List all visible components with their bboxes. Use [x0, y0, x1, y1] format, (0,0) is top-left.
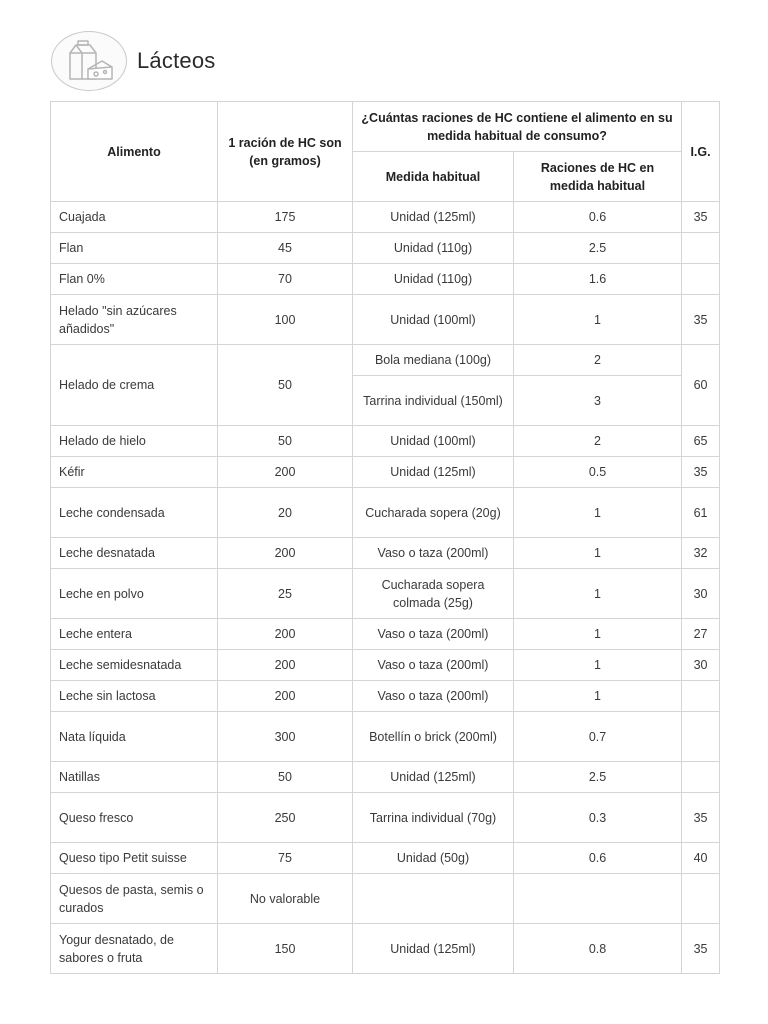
cell-raciones: 1.6 — [514, 264, 682, 295]
page-title: Lácteos — [137, 48, 216, 73]
table-row — [51, 874, 720, 924]
cell-ig: 60 — [682, 345, 720, 426]
cell-raciones: 2 — [514, 345, 682, 376]
cell-raciones: 0.6 — [514, 202, 682, 233]
table-row — [51, 426, 720, 457]
cell-racion: 50 — [218, 762, 353, 793]
table-row — [51, 681, 720, 712]
cell-medida: Tarrina individual (150ml) — [353, 376, 514, 426]
page-header — [51, 30, 215, 92]
header-racion: 1 ración de HC son (en gramos) — [218, 102, 353, 202]
cell-alimento: Leche en polvo — [51, 569, 218, 619]
table-row — [51, 569, 720, 619]
cell-alimento: Leche sin lactosa — [51, 681, 218, 712]
cell-medida: Unidad (100ml) — [353, 426, 514, 457]
cell-racion: 50 — [218, 345, 353, 426]
cell-raciones: 1 — [514, 538, 682, 569]
cell-alimento: Leche desnatada — [51, 538, 218, 569]
cell-alimento: Helado de crema — [51, 345, 218, 426]
cell-medida: Unidad (50g) — [353, 843, 514, 874]
cell-racion: 25 — [218, 569, 353, 619]
cell-racion: 200 — [218, 681, 353, 712]
cell-alimento: Cuajada — [51, 202, 218, 233]
cell-alimento: Nata líquida — [51, 712, 218, 762]
table-row — [51, 762, 720, 793]
cell-racion: 150 — [218, 924, 353, 974]
cell-racion: 75 — [218, 843, 353, 874]
table-row — [51, 650, 720, 681]
cell-medida: Vaso o taza (200ml) — [353, 650, 514, 681]
cell-ig: 35 — [682, 457, 720, 488]
cell-ig: 40 — [682, 843, 720, 874]
cell-racion: 50 — [218, 426, 353, 457]
cell-raciones: 2.5 — [514, 233, 682, 264]
header-alimento: Alimento — [51, 102, 218, 202]
cell-alimento: Natillas — [51, 762, 218, 793]
table-row — [51, 233, 720, 264]
cell-ig: 35 — [682, 295, 720, 345]
cell-alimento: Kéfir — [51, 457, 218, 488]
cell-raciones: 0.7 — [514, 712, 682, 762]
table-row — [51, 264, 720, 295]
cell-ig: 27 — [682, 619, 720, 650]
cell-alimento: Queso fresco — [51, 793, 218, 843]
cell-alimento: Queso tipo Petit suisse — [51, 843, 218, 874]
cell-raciones: 3 — [514, 376, 682, 426]
cell-alimento: Yogur desnatado, de sabores o fruta — [51, 924, 218, 974]
cell-medida — [353, 874, 514, 924]
cell-racion: 300 — [218, 712, 353, 762]
table-row — [51, 619, 720, 650]
carbohydrate-table — [50, 101, 720, 974]
header-raciones: Raciones de HC en medida habitual — [514, 152, 682, 202]
cell-medida: Cucharada sopera colmada (25g) — [353, 569, 514, 619]
cell-medida: Unidad (125ml) — [353, 202, 514, 233]
cell-medida: Vaso o taza (200ml) — [353, 538, 514, 569]
table-row — [51, 843, 720, 874]
cell-alimento: Leche semidesnatada — [51, 650, 218, 681]
cell-ig: 32 — [682, 538, 720, 569]
cell-ig: 35 — [682, 793, 720, 843]
cell-raciones: 0.6 — [514, 843, 682, 874]
table-row — [51, 488, 720, 538]
cell-racion: 250 — [218, 793, 353, 843]
cell-ig — [682, 681, 720, 712]
table-row — [51, 924, 720, 974]
header-medida: Medida habitual — [353, 152, 514, 202]
cell-ig: 61 — [682, 488, 720, 538]
cell-ig — [682, 712, 720, 762]
cell-ig — [682, 233, 720, 264]
cell-racion: 20 — [218, 488, 353, 538]
cell-racion: 200 — [218, 457, 353, 488]
cell-raciones: 1 — [514, 295, 682, 345]
cell-racion: 70 — [218, 264, 353, 295]
cell-raciones: 0.5 — [514, 457, 682, 488]
cell-raciones: 0.8 — [514, 924, 682, 974]
cell-alimento: Leche condensada — [51, 488, 218, 538]
cell-racion: 200 — [218, 619, 353, 650]
table-row — [51, 457, 720, 488]
cell-alimento: Helado de hielo — [51, 426, 218, 457]
cell-ig: 30 — [682, 650, 720, 681]
cell-ig — [682, 762, 720, 793]
cell-medida: Tarrina individual (70g) — [353, 793, 514, 843]
cell-medida: Vaso o taza (200ml) — [353, 619, 514, 650]
cell-raciones: 1 — [514, 619, 682, 650]
cell-racion: 100 — [218, 295, 353, 345]
cell-raciones: 2.5 — [514, 762, 682, 793]
cell-racion: 45 — [218, 233, 353, 264]
cell-ig — [682, 264, 720, 295]
table-row — [51, 538, 720, 569]
cell-medida: Unidad (125ml) — [353, 924, 514, 974]
cell-racion: No valorable — [218, 874, 353, 924]
cell-ig: 35 — [682, 924, 720, 974]
cell-alimento: Quesos de pasta, semis o curados — [51, 874, 218, 924]
cell-medida: Unidad (100ml) — [353, 295, 514, 345]
cell-medida: Unidad (125ml) — [353, 457, 514, 488]
table-row — [51, 202, 720, 233]
cell-alimento: Helado "sin azúcares añadidos" — [51, 295, 218, 345]
header-group: ¿Cuántas raciones de HC contiene el alimento en su medida habitual de consumo? — [353, 102, 682, 152]
cell-ig: 65 — [682, 426, 720, 457]
cell-raciones — [514, 874, 682, 924]
cell-racion: 175 — [218, 202, 353, 233]
cell-medida: Cucharada sopera (20g) — [353, 488, 514, 538]
table-row — [51, 345, 720, 376]
cell-alimento: Flan — [51, 233, 218, 264]
cell-alimento: Flan 0% — [51, 264, 218, 295]
cell-racion: 200 — [218, 650, 353, 681]
table-row — [51, 295, 720, 345]
header-ig: I.G. — [682, 102, 720, 202]
cell-medida: Vaso o taza (200ml) — [353, 681, 514, 712]
milk-carton-cheese-icon — [51, 31, 127, 91]
table-row — [51, 793, 720, 843]
cell-medida: Unidad (110g) — [353, 233, 514, 264]
cell-medida: Unidad (125ml) — [353, 762, 514, 793]
cell-ig: 30 — [682, 569, 720, 619]
cell-raciones: 1 — [514, 569, 682, 619]
table-row — [51, 712, 720, 762]
cell-ig: 35 — [682, 202, 720, 233]
cell-raciones: 1 — [514, 650, 682, 681]
cell-raciones: 1 — [514, 488, 682, 538]
cell-medida: Bola mediana (100g) — [353, 345, 514, 376]
cell-raciones: 2 — [514, 426, 682, 457]
cell-alimento: Leche entera — [51, 619, 218, 650]
cell-medida: Unidad (110g) — [353, 264, 514, 295]
cell-medida: Botellín o brick (200ml) — [353, 712, 514, 762]
cell-raciones: 1 — [514, 681, 682, 712]
cell-raciones: 0.3 — [514, 793, 682, 843]
cell-racion: 200 — [218, 538, 353, 569]
cell-ig — [682, 874, 720, 924]
